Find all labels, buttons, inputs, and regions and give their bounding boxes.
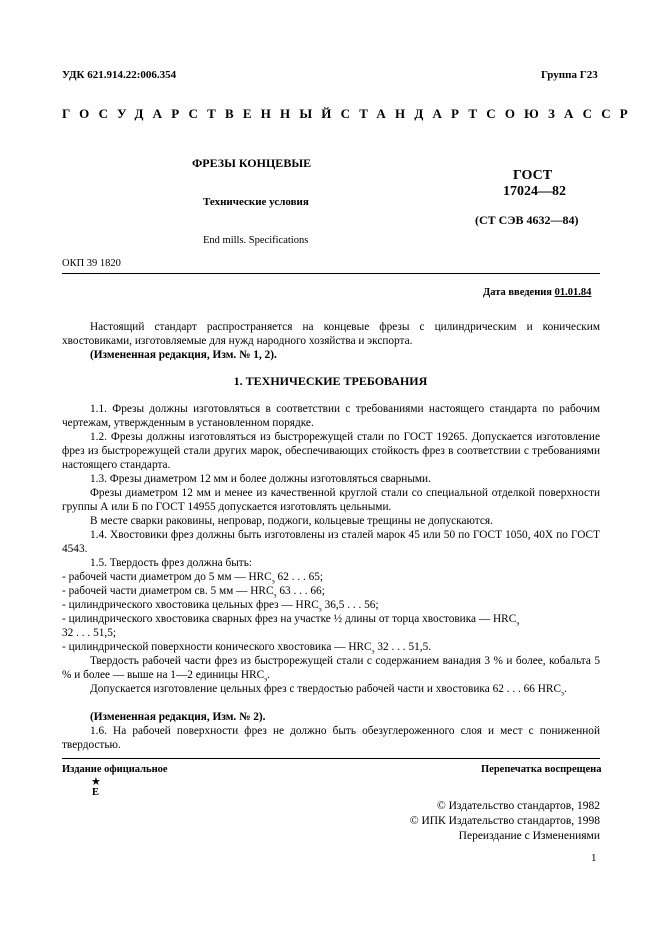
edition-letter: Е xyxy=(92,787,100,798)
group-code: Группа Г23 xyxy=(541,69,598,81)
banner-word: ССР xyxy=(582,106,637,121)
hardness-vanadium-paragraph: Твердость рабочей части фрез из быстрорежущей стали с содержанием ванадия 3 % и более, кобальта 5 % и более — выше на 1—2 единицы $HRC_э$. xyxy=(62,655,600,684)
paragraph-1-3b: Фрезы диаметром 12 мм и менее из качественной круглой стали со специальной отделкой поверхности группы А или Б по ГОСТ 14955 допускается изготовлять цельными. xyxy=(62,487,600,513)
paragraph-1-4: 1.4. Хвостовики фрез должны быть изготовлены из сталей марок 45 или 50 по ГОСТ 1050, 40Х по ГОСТ 4543. xyxy=(62,529,600,555)
gost-number: 17024—82 xyxy=(503,184,566,199)
gost-label: ГОСТ xyxy=(513,168,553,183)
copyright-1982: © Издательство стандартов, 1982 xyxy=(436,800,600,812)
hardness-item: - цилиндрического хвостовика цельных фрез — $HRC_э$ 36,5 . . . 56; xyxy=(62,599,379,614)
hardness-item: - цилиндрической поверхности конического хвостовика — $HRC_э$ 32 . . . 51,5. xyxy=(62,641,432,656)
copyright-1998: © ИПК Издательство стандартов, 1998 xyxy=(409,815,600,827)
paragraph-1-5: 1.5. Твердость фрез должна быть: xyxy=(90,557,253,569)
banner-word: СОЮЗА xyxy=(486,106,583,121)
okp-code: ОКП 39 1820 xyxy=(62,258,121,269)
english-title: End mills. Specifications xyxy=(203,235,309,246)
page-number: 1 xyxy=(591,852,597,864)
star-icon: ★ xyxy=(91,776,101,788)
paragraph-1-1: 1.1. Фрезы должны изготовляться в соответствии с требованиями настоящего стандарта по рабочим чертежам, утвержденным в установленном порядке. xyxy=(62,403,600,429)
banner-word: СТАНДАРТ xyxy=(340,106,487,121)
reprint-prohibited: Перепечатка воспрещена xyxy=(481,764,602,775)
hardness-item-cont: 32 . . . 51,5; xyxy=(62,627,116,639)
paragraph-1-2: 1.2. Фрезы должны изготовляться из быстрорежущей стали по ГОСТ 19265. Допускается изготовление фрез из быстрорежущей стали других марок, обеспечивающих стойкость фрез в соответствии с требованиями настоящего стандарта. xyxy=(62,431,600,471)
intro-date xyxy=(483,287,591,298)
reissue-note: Переиздание с Изменениями xyxy=(458,830,600,842)
intro-date-value: 01.01.84 xyxy=(554,287,592,298)
intro-revision: (Измененная редакция, Изм. № 1, 2). xyxy=(90,349,277,361)
solid-mills-paragraph: Допускается изготовление цельных фрез с твердостью рабочей части и хвостовика 62 . . . 66 $HRC_э$. xyxy=(90,683,567,698)
paragraph-1-6: 1.6. На рабочей поверхности фрез не должно быть обезуглероженного слоя и мест с пониженной твердостью. xyxy=(62,725,600,751)
section-heading: 1. ТЕХНИЧЕСКИЕ ТРЕБОВАНИЯ xyxy=(233,374,428,388)
hardness-item: - рабочей части диаметром св. 5 мм — $HRC_э$ 63 . . . 66; xyxy=(62,585,325,600)
paragraph-1-3: 1.3. Фрезы диаметром 12 мм и более должны изготовляться сварными. xyxy=(90,473,431,485)
banner-word: ГОСУДАРСТВЕННЫЙ xyxy=(62,106,341,121)
intro-date-label: Дата введения xyxy=(483,287,552,298)
official-edition: Издание официальное xyxy=(62,764,168,775)
st-sev-number: (СТ СЭВ 4632—84) xyxy=(475,213,579,227)
divider-line xyxy=(62,273,600,274)
hardness-item: - цилиндрического хвостовика сварных фрез на участке ½ длины от торца хвостовика — $HRC_э$ xyxy=(62,613,520,628)
intro-paragraph: Настоящий стандарт распространяется на концевые фрезы с цилиндрическим и коническим хвостовиками, изготовляемые для нужд народного хозяйства и экспорта. xyxy=(62,321,600,347)
section-revision: (Измененная редакция, Изм. № 2). xyxy=(90,711,266,723)
udk-code: УДК 621.914.22:006.354 xyxy=(62,69,177,81)
paragraph-1-3c: В месте сварки раковины, непровар, поджоги, кольцевые трещины не допускаются. xyxy=(90,515,493,527)
footer-divider xyxy=(62,758,600,759)
document-subtitle: Технические условия xyxy=(203,196,309,208)
document-title: ФРЕЗЫ КОНЦЕВЫЕ xyxy=(192,156,312,170)
hardness-item: - рабочей части диаметром до 5 мм — $HRC_э$ 62 . . . 65; xyxy=(62,571,324,586)
state-standard-banner xyxy=(62,106,637,122)
